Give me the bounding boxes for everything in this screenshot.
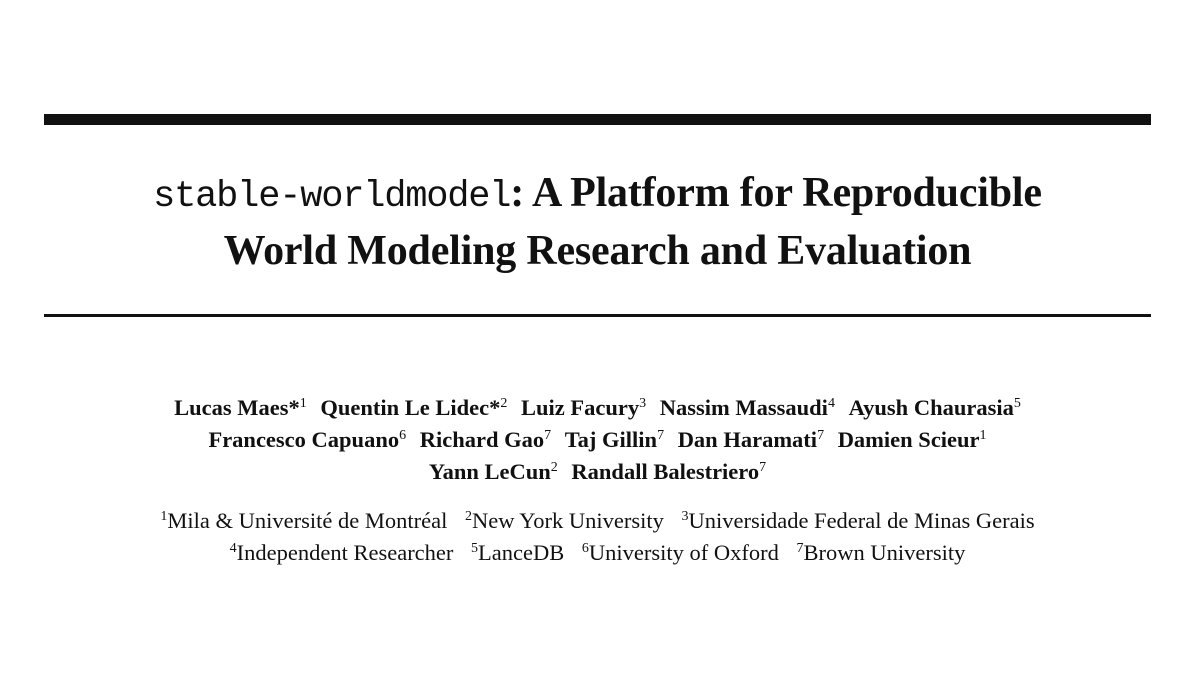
affiliation-name: Mila & Université de Montréal <box>167 508 448 533</box>
author-affiliation-mark: 2 <box>500 396 508 411</box>
author-name: Yann LeCun <box>428 459 551 484</box>
author <box>849 395 1021 420</box>
author-affiliation-mark: 7 <box>759 460 767 475</box>
author <box>208 427 406 452</box>
affiliation-name: Independent Researcher <box>236 540 454 565</box>
author <box>320 395 507 420</box>
affiliation <box>160 508 447 533</box>
author <box>571 459 766 484</box>
affiliation-name: LanceDB <box>478 540 565 565</box>
paper-title <box>44 166 1151 278</box>
author-name: Nassim Massaudi <box>659 395 828 420</box>
affiliation-mark: 1 <box>160 509 168 524</box>
author-name: Randall Balestriero <box>571 459 760 484</box>
affiliation-line-2 <box>44 537 1151 569</box>
affiliation-mark: 6 <box>581 541 589 556</box>
author <box>838 427 987 452</box>
affiliation <box>582 540 779 565</box>
affiliation-name: University of Oxford <box>588 540 779 565</box>
author <box>565 427 664 452</box>
title-line-1-rest: : A Platform for Reproducible <box>510 170 1042 216</box>
author-name: Quentin Le Lidec* <box>320 395 501 420</box>
author <box>660 395 835 420</box>
affiliation <box>465 508 664 533</box>
affiliation-name: New York University <box>471 508 664 533</box>
author <box>174 395 307 420</box>
author-name: Taj Gillin <box>564 427 658 452</box>
author-line-3 <box>44 456 1151 488</box>
author-name: Damien Scieur <box>837 427 980 452</box>
author <box>429 459 558 484</box>
affiliation-mark: 3 <box>681 509 689 524</box>
title-line-1 <box>44 166 1151 224</box>
affiliation-mark: 7 <box>796 541 804 556</box>
author-name: Dan Haramati <box>677 427 818 452</box>
affiliation <box>230 540 454 565</box>
author-name: Ayush Chaurasia <box>848 395 1014 420</box>
author-name: Richard Gao <box>419 427 545 452</box>
author-name: Luiz Facury <box>521 395 640 420</box>
affiliation-mark: 4 <box>229 541 237 556</box>
author-affiliation-mark: 1 <box>299 396 307 411</box>
title-code-name: stable-worldmodel <box>153 176 511 218</box>
author <box>678 427 824 452</box>
author-affiliation-mark: 7 <box>657 428 665 443</box>
affiliation-mark: 5 <box>471 541 479 556</box>
affiliation-name: Brown University <box>803 540 966 565</box>
author-affiliation-mark: 3 <box>639 396 647 411</box>
author-affiliation-mark: 7 <box>544 428 552 443</box>
author-affiliation-mark: 7 <box>817 428 825 443</box>
author-name: Lucas Maes* <box>174 395 300 420</box>
author-affiliation-mark: 5 <box>1013 396 1021 411</box>
author-affiliation-mark: 1 <box>979 428 987 443</box>
author <box>420 427 551 452</box>
top-rule <box>44 114 1151 125</box>
bottom-rule <box>44 314 1151 317</box>
affiliation-mark: 2 <box>464 509 472 524</box>
affiliation <box>681 508 1034 533</box>
author <box>521 395 646 420</box>
affiliation <box>471 540 564 565</box>
author-affiliation-mark: 4 <box>827 396 835 411</box>
author-line-2 <box>44 424 1151 456</box>
affiliation <box>796 540 965 565</box>
affiliation-name: Universidade Federal de Minas Gerais <box>688 508 1035 533</box>
affiliation-line-1 <box>44 505 1151 537</box>
title-line-2: World Modeling Research and Evaluation <box>223 228 972 274</box>
author-list <box>44 392 1151 488</box>
author-line-1 <box>44 392 1151 424</box>
author-name: Francesco Capuano <box>208 427 400 452</box>
author-affiliation-mark: 2 <box>550 460 558 475</box>
author-affiliation-mark: 6 <box>399 428 407 443</box>
affiliation-list <box>44 505 1151 569</box>
